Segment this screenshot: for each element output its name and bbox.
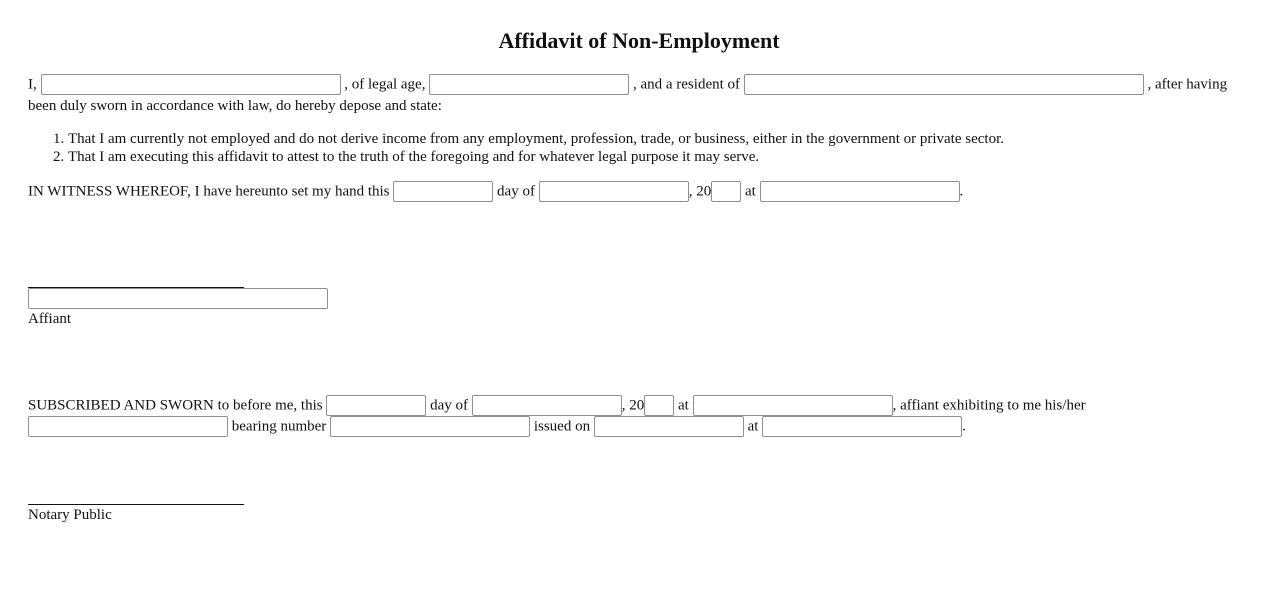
witness-year-prefix: , 20 — [688, 183, 712, 200]
witness-line — [28, 181, 963, 202]
sworn-year-prefix: , 20 — [621, 397, 645, 414]
id-type-input[interactable] — [28, 416, 228, 437]
witness-day-of-text: day of — [497, 183, 535, 200]
affiant-name-input[interactable] — [28, 288, 328, 309]
notary-label: Notary Public — [28, 507, 112, 523]
id-line-end: . — [962, 418, 966, 435]
statement-item: 2. That I am executing this affidavit to attest to the truth of the foregoing and for whatever legal purpose it may serve. — [68, 148, 1004, 166]
bearing-number-text: bearing number — [231, 418, 327, 435]
page-title: Affidavit of Non-Employment — [498, 28, 780, 53]
sworn-year-input[interactable] — [644, 395, 674, 416]
issued-date-input[interactable] — [594, 416, 744, 437]
resident-of-text: , and a resident of — [632, 76, 741, 93]
witness-end: . — [959, 183, 964, 200]
sworn-place-input[interactable] — [693, 395, 893, 416]
witness-place-input[interactable] — [760, 181, 960, 202]
sworn-at-text: at — [678, 397, 689, 414]
age-input[interactable] — [429, 74, 629, 95]
name-input[interactable] — [41, 74, 341, 95]
witness-month-input[interactable] — [539, 181, 689, 202]
witness-day-input[interactable] — [393, 181, 493, 202]
intro-prefix: I, — [28, 76, 37, 93]
witness-year-input[interactable] — [711, 181, 741, 202]
after-having-text: , after having — [1147, 76, 1228, 93]
residence-input[interactable] — [744, 74, 1144, 95]
of-legal-age-text: , of legal age, — [344, 76, 426, 93]
issued-on-text: issued on — [533, 418, 591, 435]
intro-line — [28, 74, 1227, 95]
sworn-text: been duly sworn in accordance with law, do hereby depose and state: — [28, 98, 442, 114]
witness-at-text: at — [744, 183, 756, 200]
subscribed-prefix: SUBSCRIBED AND SWORN to before me, this — [28, 397, 323, 414]
exhibiting-text: , affiant exhibiting to me his/her — [892, 397, 1086, 414]
statements-list — [28, 130, 1004, 166]
issued-at-text: at — [747, 418, 759, 435]
id-number-input[interactable] — [330, 416, 530, 437]
sworn-day-input[interactable] — [326, 395, 426, 416]
id-line — [28, 416, 966, 437]
issued-place-input[interactable] — [762, 416, 962, 437]
affiant-label: Affiant — [28, 311, 72, 327]
sworn-day-of-text: day of — [430, 397, 468, 414]
witness-prefix: IN WITNESS WHEREOF, I have hereunto set my hand this — [28, 183, 390, 200]
sworn-month-input[interactable] — [472, 395, 622, 416]
subscribed-line — [28, 395, 1086, 416]
statement-item: 1. That I am currently not employed and do not derive income from any employment, profession, trade, or business, either in the government or private sector. — [68, 130, 1004, 148]
affiant-name-row — [28, 288, 328, 309]
